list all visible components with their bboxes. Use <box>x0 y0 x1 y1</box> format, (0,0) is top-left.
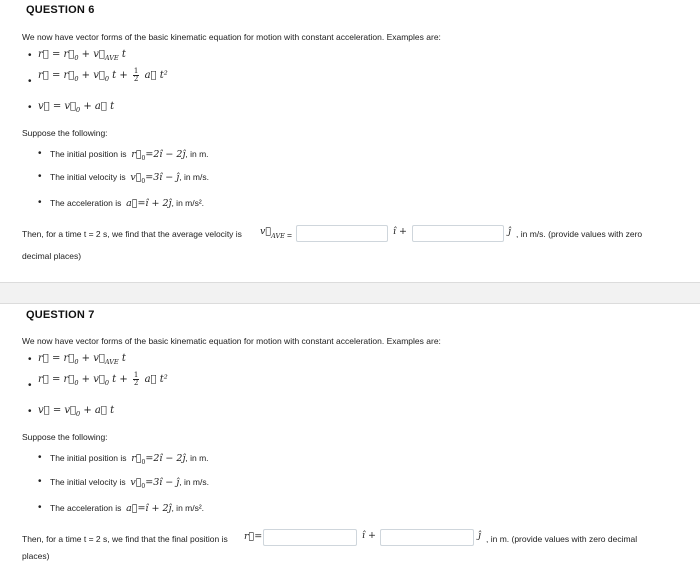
unit-vector-i: î + <box>393 226 408 237</box>
question-title: QUESTION 7 <box>26 309 95 321</box>
given-initial-velocity: The initial velocity is $v_0=3î$ − ĵ, in m/s. <box>50 477 209 490</box>
equation-2: r⃗ = $r⃗_0$ + $v⃗_0$ t + $\frac{1}{2}$ a⃗ t² <box>38 67 168 83</box>
bullet: • <box>38 502 42 513</box>
equation-2: r⃗ = $r⃗_0$ + $v⃗_0$ t + $\frac{1}{2}$ a⃗ t² <box>38 371 168 387</box>
bullet: • <box>28 76 32 87</box>
suppose-text: Suppose the following: <box>22 128 108 138</box>
answer-i-component-input[interactable] <box>296 225 388 242</box>
bullet: • <box>38 452 42 463</box>
equation-1: r⃗ = $r⃗_0$ + $v⃗_{AVE}$ t <box>38 353 126 366</box>
given-initial-position: The initial position is $r_0=2î$ − 2ĵ, in m. <box>50 453 209 466</box>
bullet: • <box>28 50 32 61</box>
prompt-variable: r= <box>244 531 263 542</box>
prompt-end-text-line2: places) <box>22 551 50 561</box>
prompt-text: Then, for a time t = 2 s, we find that the final position is <box>22 534 228 544</box>
intro-text: We now have vector forms of the basic kinematic equation for motion with constant acceleration. Examples are: <box>22 336 441 346</box>
bullet: • <box>38 148 42 159</box>
bullet: • <box>28 102 32 113</box>
equation-3: v⃗ = $v⃗_0$ + a⃗ t <box>38 405 115 418</box>
intro-text: We now have vector forms of the basic kinematic equation for motion with constant acceleration. Examples are: <box>22 32 441 42</box>
answer-j-component-input[interactable] <box>380 529 474 546</box>
prompt-end-text-line2: decimal places) <box>22 251 82 261</box>
bullet: • <box>28 380 32 391</box>
given-initial-velocity: The initial velocity is $v_0=3î$ − ĵ, in m/s. <box>50 172 209 185</box>
given-acceleration: The acceleration is a=î + 2ĵ, in m/s². <box>50 503 205 514</box>
answer-j-component-input[interactable] <box>412 225 504 242</box>
suppose-text: Suppose the following: <box>22 432 108 442</box>
unit-vector-j: ĵ <box>508 226 511 237</box>
question-7 <box>0 304 700 571</box>
unit-vector-j: ĵ <box>478 530 481 541</box>
given-initial-position: The initial position is $r_0=2î$ − 2ĵ, in m. <box>50 149 209 162</box>
bullet: • <box>38 476 42 487</box>
prompt-end-text: , in m/s. (provide values with zero <box>516 229 643 239</box>
bullet: • <box>28 354 32 365</box>
equals-sign: = <box>287 230 292 240</box>
given-acceleration: The acceleration is a=î + 2ĵ, in m/s². <box>50 198 205 209</box>
equation-3: v⃗ = $v⃗_0$ + a⃗ t <box>38 101 115 114</box>
prompt-text: Then, for a time t = 2 s, we find that the average velocity is <box>22 229 242 239</box>
bullet: • <box>38 197 42 208</box>
prompt-variable: $v_{AVE}$ <box>260 226 285 240</box>
bullet: • <box>38 171 42 182</box>
answer-i-component-input[interactable] <box>263 529 357 546</box>
question-divider <box>0 282 700 304</box>
question-6 <box>0 0 700 282</box>
question-title: QUESTION 6 <box>26 4 95 16</box>
equation-1: r⃗ = $r⃗_0$ + $v⃗_{AVE}$ t <box>38 49 126 62</box>
prompt-end-text: , in m. (provide values with zero decimal <box>486 534 638 544</box>
bullet: • <box>28 406 32 417</box>
unit-vector-i: î + <box>362 530 377 541</box>
